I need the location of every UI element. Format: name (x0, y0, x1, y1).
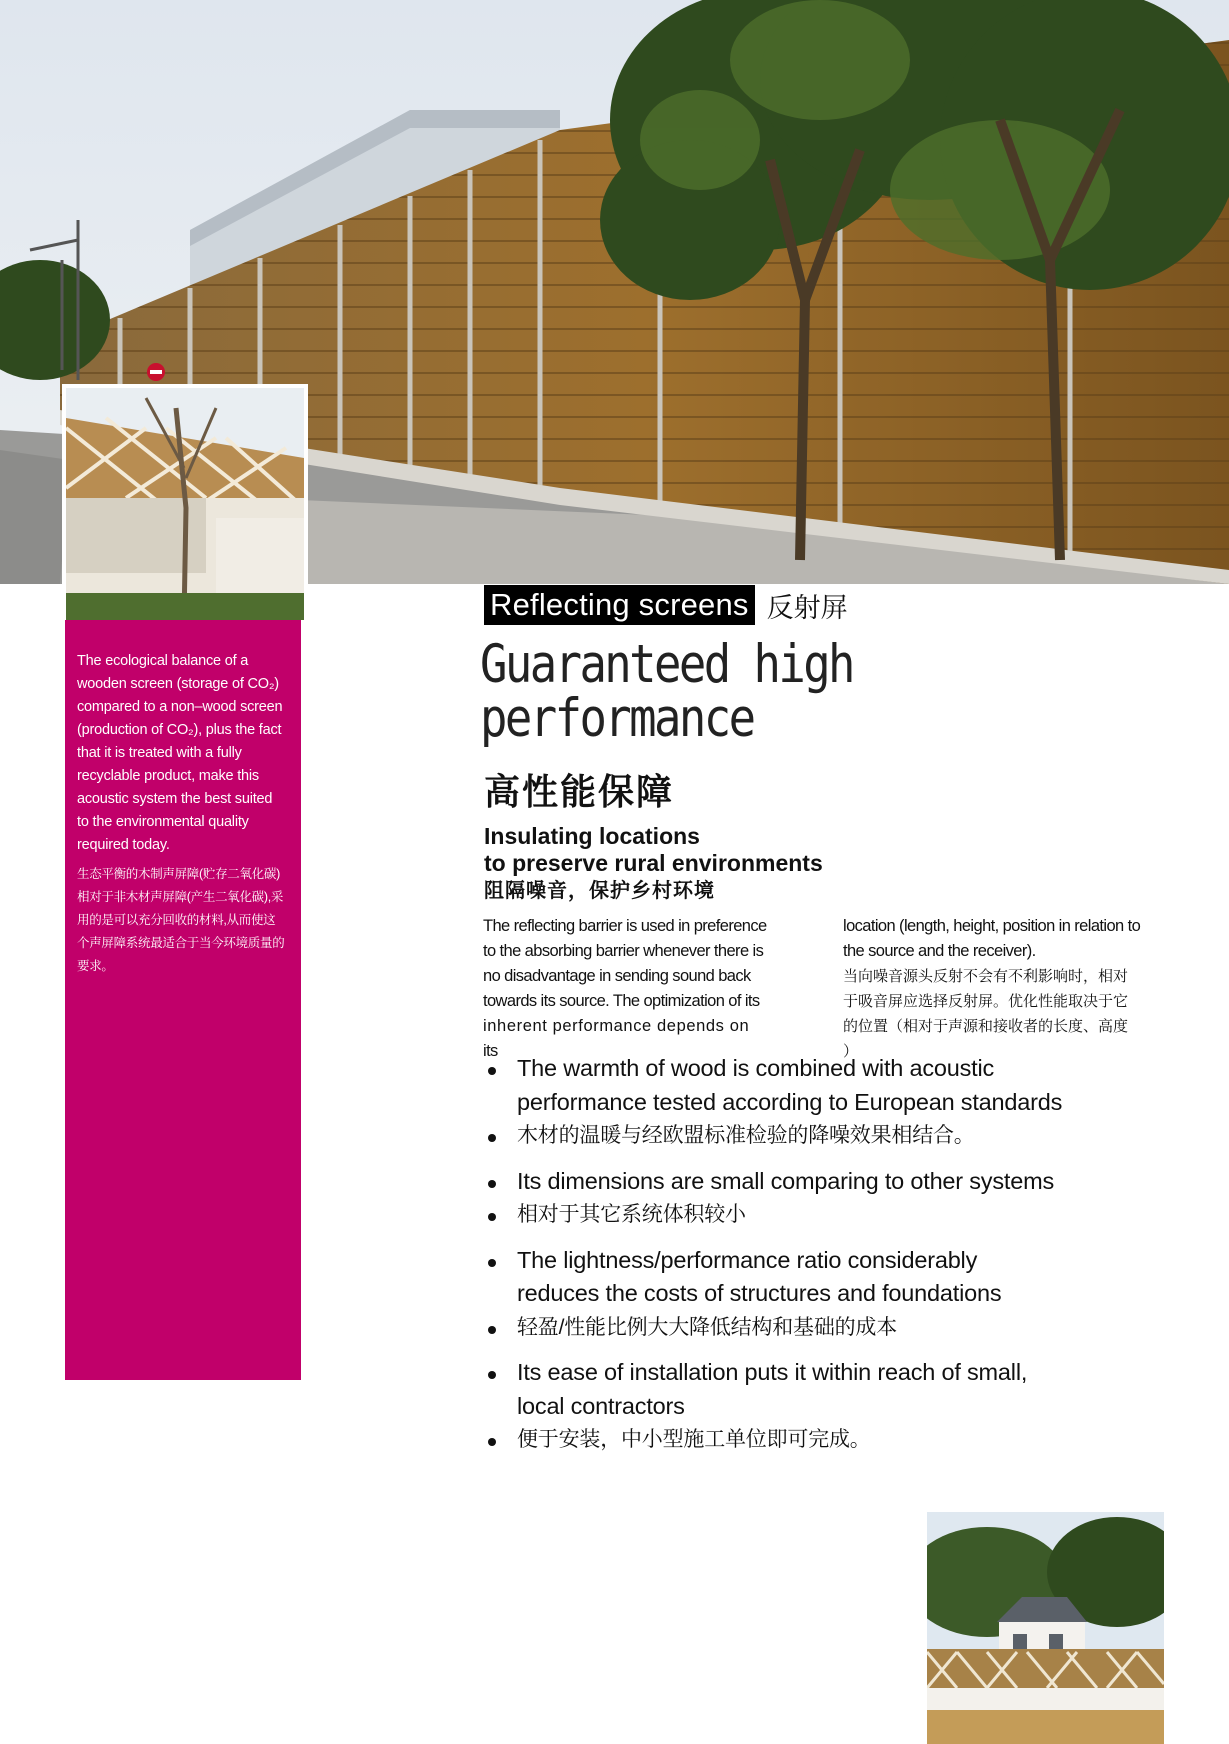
inset-photo-garden (62, 384, 308, 620)
feature-list (484, 1052, 1124, 1457)
sidebar-line: recyclable product, make this (77, 768, 259, 784)
bullet-icon (488, 1259, 496, 1267)
body-line: ） (843, 1043, 859, 1060)
section-tag (484, 585, 848, 625)
body-paragraph-zh (843, 964, 1165, 1064)
sidebar-line: compared to a non–wood screen (77, 699, 283, 715)
list-item-line: Its ease of installation puts it within reach of small, (517, 1359, 1028, 1385)
section-tag-zh: 反射屏 (766, 592, 848, 623)
body-paragraph (843, 914, 1165, 964)
bullet-icon (488, 1213, 496, 1221)
sidebar-text-zh (77, 863, 291, 978)
bullet-icon (488, 1067, 496, 1075)
bullet-icon (488, 1134, 496, 1142)
body-line: The reflecting barrier is used in preference (483, 917, 767, 935)
sub-heading-line: Insulating locations (484, 823, 700, 849)
house-barrier-photo (927, 1512, 1164, 1744)
list-item (484, 1052, 1124, 1119)
sub-heading (484, 823, 823, 905)
sidebar-line: 生态平衡的木制声屏障(贮存二氧化碳) (77, 867, 280, 881)
list-item (484, 1165, 1124, 1199)
bullet-icon (488, 1371, 496, 1379)
page-title-zh: 高性能保障 (484, 771, 675, 812)
list-item-line: performance tested according to European standards (517, 1088, 1063, 1115)
body-line: 于吸音屏应选择反射屏。优化性能取决于它 (843, 993, 1129, 1010)
body-line: to the absorbing barrier whenever there is (483, 942, 764, 960)
sidebar-line: 用的是可以充分回收的材料,从而使这 (77, 913, 276, 927)
list-item (484, 1244, 1124, 1311)
garden-wood-screen-photo (66, 388, 304, 620)
list-item-zh (484, 1119, 1124, 1153)
sidebar-line: acoustic system the best suited (77, 791, 273, 807)
list-item-line: The warmth of wood is combined with acoustic (517, 1055, 995, 1081)
list-item-line: 便于安装，中小型施工单位即可完成。 (517, 1428, 871, 1451)
body-line: location (length, height, position in relation to (843, 917, 1141, 935)
body-line: towards its source. The optimization of its (483, 992, 760, 1010)
list-item-zh (484, 1423, 1124, 1457)
list-item-line: 相对于其它系统体积较小 (517, 1203, 746, 1226)
list-item-line: The lightness/performance ratio considerably (517, 1246, 978, 1273)
bullet-icon (488, 1438, 496, 1446)
section-tag-en: Reflecting screens (484, 585, 755, 625)
sidebar-line: 个声屏障系统最适合于当今环境质量的 (77, 936, 285, 950)
body-paragraph (483, 914, 805, 1064)
list-item-zh (484, 1311, 1124, 1345)
list-item-line: 木材的温暖与经欧盟标准检验的降噪效果相结合。 (517, 1124, 975, 1147)
sidebar-line: required today. (77, 837, 170, 853)
page-title: Guaranteed high performance (480, 634, 853, 749)
sidebar-line: (production of CO₂), plus the fact (77, 722, 282, 738)
sidebar-line: 要求。 (77, 959, 114, 973)
body-line: no disadvantage in sending sound back (483, 967, 751, 985)
body-line: 的位置（相对于声源和接收者的长度、高度 (843, 1018, 1129, 1035)
list-item-line: Its dimensions are small comparing to other systems (517, 1167, 1055, 1194)
list-item-zh (484, 1198, 1124, 1232)
bullet-icon (488, 1326, 496, 1334)
sidebar-line: to the environmental quality (77, 814, 249, 830)
body-line: the source and the receiver). (843, 942, 1036, 960)
body-column-left (483, 914, 805, 1064)
sidebar-line: that it is treated with a fully (77, 745, 242, 761)
list-item-line: reduces the costs of structures and foundations (517, 1280, 1002, 1306)
sidebar-line: The ecological balance of a (77, 653, 249, 669)
sidebar-line: 相对于非木材声屏障(产生二氧化碳),采 (77, 890, 284, 904)
list-item-line: local contractors (517, 1392, 685, 1419)
sub-heading-zh: 阻隔噪音，保护乡村环境 (484, 880, 715, 902)
body-line: 当向噪音源头反射不会有不利影响时，相对 (843, 968, 1129, 985)
list-item (484, 1356, 1124, 1423)
sidebar-text-en (77, 650, 291, 857)
sub-heading-line: to preserve rural environments (484, 850, 823, 876)
sidebar-panel (65, 620, 301, 1380)
body-column-right (843, 914, 1165, 1064)
body-line: inherent performance depends on (483, 1017, 750, 1035)
sidebar-line: wooden screen (storage of CO₂) (77, 676, 279, 692)
inset-photo-house (927, 1512, 1164, 1744)
bullet-icon (488, 1180, 496, 1188)
list-item-line: 轻盈/性能比例大大降低结构和基础的成本 (517, 1315, 898, 1339)
body-line: its (483, 1042, 498, 1060)
